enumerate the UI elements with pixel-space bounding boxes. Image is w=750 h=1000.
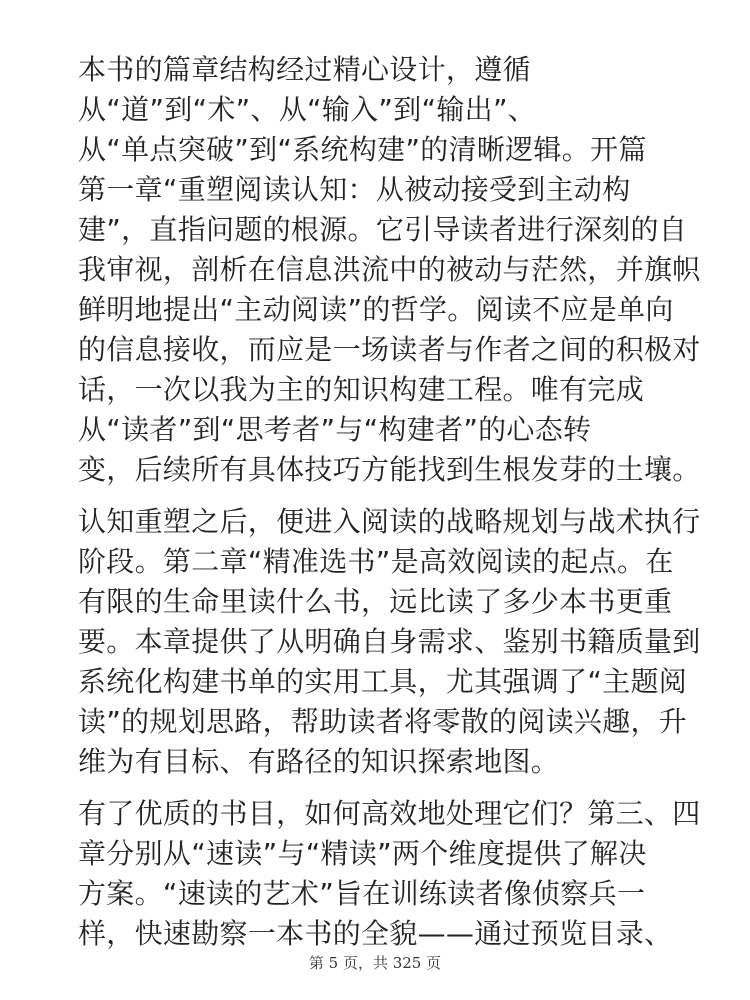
text-line: 从“读者”到“思考者”与“构建者”的心态转 <box>78 413 592 446</box>
document-body <box>78 50 701 966</box>
text-line: 有了优质的书目，如何高效地处理它们？第三、四 <box>78 797 701 830</box>
text-line: 鲜明地提出“主动阅读”的哲学。阅读不应是单向 <box>78 293 674 326</box>
text-line: 要。本章提供了从明确自身需求、鉴别书籍质量到 <box>78 625 701 658</box>
text-line: 建”，直指问题的根源。它引导读者进行深刻的自 <box>78 213 688 246</box>
text-line: 有限的生命里读什么书，远比读了多少本书更重 <box>78 585 673 618</box>
paragraph-3 <box>78 794 701 954</box>
text-line: 本书的篇章结构经过精心设计，遵循 <box>78 53 531 86</box>
text-line: 的信息接收，而应是一场读者与作者之间的积极对 <box>78 333 701 366</box>
paragraph-2 <box>78 502 701 782</box>
paragraph-1 <box>78 50 701 490</box>
text-line: 方案。“速读的艺术”旨在训练读者像侦察兵一 <box>78 877 646 910</box>
text-line: 话，一次以我为主的知识构建工程。唯有完成 <box>78 373 645 406</box>
text-line: 读”的规划思路，帮助读者将零散的阅读兴趣，升 <box>78 705 688 738</box>
text-line: 变，后续所有具体技巧方能找到生根发芽的土壤。 <box>78 453 701 486</box>
text-line: 从“单点突破”到“系统构建”的清晰逻辑。开篇 <box>78 133 647 166</box>
text-line: 第一章“重塑阅读认知：从被动接受到主动构 <box>78 173 631 206</box>
text-line: 我审视，剖析在信息洪流中的被动与茫然，并旗帜 <box>78 253 701 286</box>
text-line: 章分别从“速读”与“精读”两个维度提供了解决 <box>78 837 647 870</box>
text-line: 样，快速勘察一本书的全貌——通过预览目录、 <box>78 917 673 950</box>
text-line: 系统化构建书单的实用工具，尤其强调了“主题阅 <box>78 665 688 698</box>
text-line: 认知重塑之后，便进入阅读的战略规划与战术执行 <box>78 505 701 538</box>
text-line: 阶段。第二章“精准选书”是高效阅读的起点。在 <box>78 545 674 578</box>
text-line: 从“道”到“术”、从“输入”到“输出”、 <box>78 93 537 126</box>
page-number-footer: 第 5 页，共 325 页 <box>308 954 442 972</box>
text-line: 维为有目标、有路径的知识探索地图。 <box>78 745 560 778</box>
